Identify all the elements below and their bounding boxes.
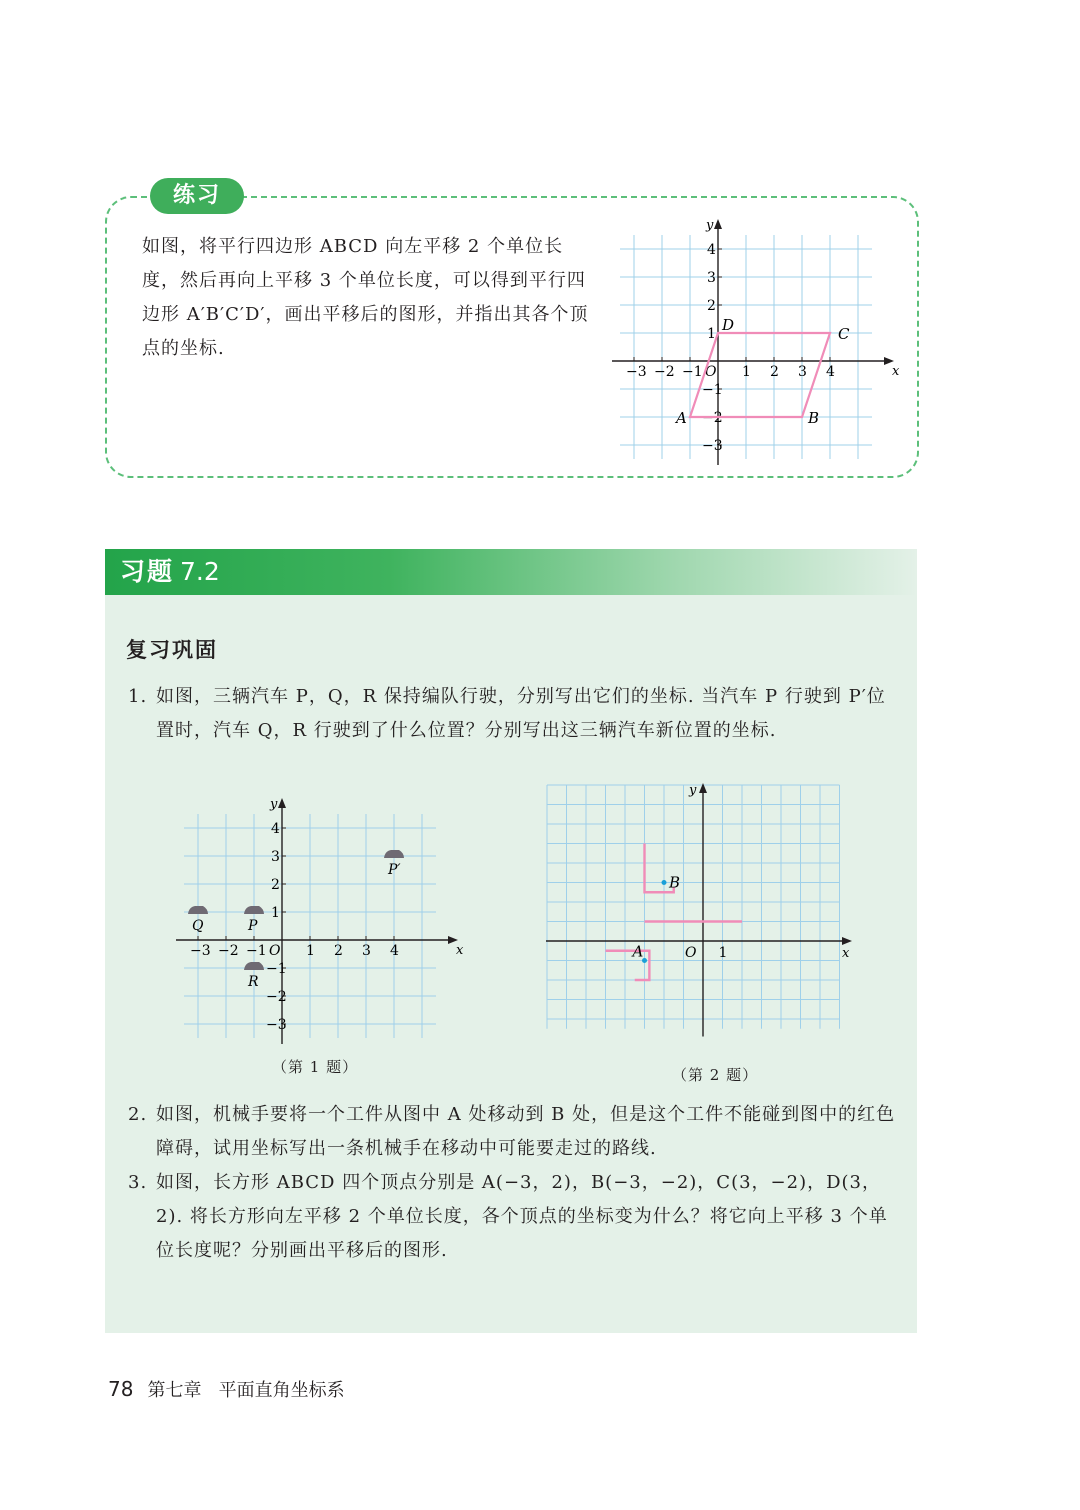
x-tick-label: −1	[682, 364, 703, 380]
car-body	[384, 850, 404, 858]
car-icon	[188, 906, 208, 914]
question-3-text: 如图，长方形 ABCD 四个顶点分别是 A(−3，2)，B(−3，−2)，C(3，−2)，D(3，2). 将长方形向左平移 2 个单位长度，各个顶点的坐标变为什么？将它向上平移 3 个单位长度呢？分别画出平移后的图形.	[156, 1172, 888, 1261]
y-tick-label: 3	[707, 270, 716, 286]
question-2-number: 2.	[128, 1104, 148, 1125]
car-icon	[244, 906, 264, 914]
y-tick-label: 4	[271, 821, 280, 837]
practice-figure	[612, 218, 900, 464]
car-body	[188, 906, 208, 914]
y-tick-label: 2	[707, 298, 716, 314]
y-tick-label: 4	[707, 242, 716, 258]
y-tick-label: −2	[266, 989, 287, 1005]
vertex-label-b: B	[808, 409, 820, 427]
exercise-header-bar	[105, 549, 917, 595]
y-tick-label: 1	[271, 905, 280, 921]
x-tick-label: 2	[334, 943, 343, 959]
question-3	[128, 1166, 898, 1268]
y-tick-label: −2	[702, 410, 723, 426]
y-tick-label: 2	[271, 877, 280, 893]
y-axis-label: y	[270, 797, 278, 812]
y-tick-label: 1	[707, 326, 716, 342]
vertex-label-c: C	[838, 325, 850, 343]
y-tick-label: −1	[702, 382, 723, 398]
y-axis-arrow	[714, 219, 722, 229]
x-tick-label: 1	[718, 945, 728, 961]
practice-badge: 练习	[150, 178, 244, 214]
x-tick-label: 3	[798, 364, 807, 380]
exercise-title-label: 习题	[120, 557, 175, 586]
section-heading: 复习巩固	[126, 638, 218, 662]
car-icon	[244, 962, 264, 970]
y-axis-label: y	[706, 218, 714, 233]
origin-label: O	[685, 945, 697, 961]
origin-label: O	[705, 364, 717, 380]
chapter-label: 第七章	[147, 1380, 202, 1401]
car-label: P′	[388, 862, 401, 878]
question-1-text: 如图，三辆汽车 P，Q，R 保持编队行驶，分别写出它们的坐标. 当汽车 P 行驶到 P′位置时，汽车 Q，R 行驶到了什么位置？分别写出这三辆汽车新位置的坐标.	[156, 686, 886, 741]
x-tick-label: 3	[362, 943, 371, 959]
question-1-caption: （第 1 题）	[272, 1058, 359, 1076]
x-tick-label: 1	[306, 943, 315, 959]
car-label: R	[248, 974, 259, 990]
y-tick-label: 3	[271, 849, 280, 865]
question-2	[128, 1098, 898, 1166]
x-tick-label: 4	[826, 364, 835, 380]
y-tick-label: −3	[702, 438, 723, 454]
page-footer	[108, 1376, 345, 1402]
practice-text: 如图，将平行四边形 ABCD 向左平移 2 个单位长度，然后再向上平移 3 个单位长度，可以得到平行四边形 A′B′C′D′，画出平移后的图形，并指出其各个顶点的坐标.	[142, 236, 589, 359]
question-2-caption: （第 2 题）	[672, 1066, 759, 1084]
question-1-figure	[170, 790, 464, 1033]
x-tick-label: 4	[390, 943, 399, 959]
x-axis-label: x	[456, 943, 464, 958]
chapter-title: 平面直角坐标系	[218, 1380, 345, 1401]
x-tick-label: 1	[742, 364, 751, 380]
y-tick-label: −1	[266, 961, 287, 977]
y-axis-arrow	[278, 798, 286, 808]
x-tick-label: −2	[654, 364, 675, 380]
x-axis-label: x	[892, 364, 900, 379]
car-label: Q	[192, 918, 204, 934]
x-tick-label: −1	[246, 943, 267, 959]
vertex-label-d: D	[722, 316, 735, 334]
y-tick-label: −3	[266, 1017, 287, 1033]
page-number: 78	[108, 1377, 134, 1401]
origin-label: O	[269, 943, 281, 959]
question-1-number: 1.	[128, 686, 148, 707]
exercise-title-number: 7.2	[180, 557, 220, 586]
y-axis-label: y	[689, 783, 697, 798]
car-label: P	[248, 918, 258, 934]
question-3-number: 3.	[128, 1172, 148, 1193]
question-2-text: 如图，机械手要将一个工件从图中 A 处移动到 B 处，但是这个工件不能碰到图中的红色障碍，试用坐标写出一条机械手在移动中可能要走过的路线.	[156, 1104, 896, 1159]
car-body	[244, 906, 264, 914]
exercise-title	[120, 552, 220, 592]
car-icon	[384, 850, 404, 858]
x-tick-label: −3	[626, 364, 647, 380]
point-b-label: B	[669, 873, 681, 892]
x-tick-label: −3	[190, 943, 211, 959]
question-1	[128, 680, 898, 748]
x-tick-label: −2	[218, 943, 239, 959]
car-body	[244, 962, 264, 970]
question-2-figure	[546, 780, 858, 1042]
x-tick-label: 2	[770, 364, 779, 380]
x-axis-arrow	[842, 937, 852, 945]
point-a-label: A	[632, 942, 644, 961]
point-b	[662, 880, 667, 885]
vertex-label-a: A	[676, 409, 687, 427]
x-axis-label: x	[842, 946, 850, 961]
